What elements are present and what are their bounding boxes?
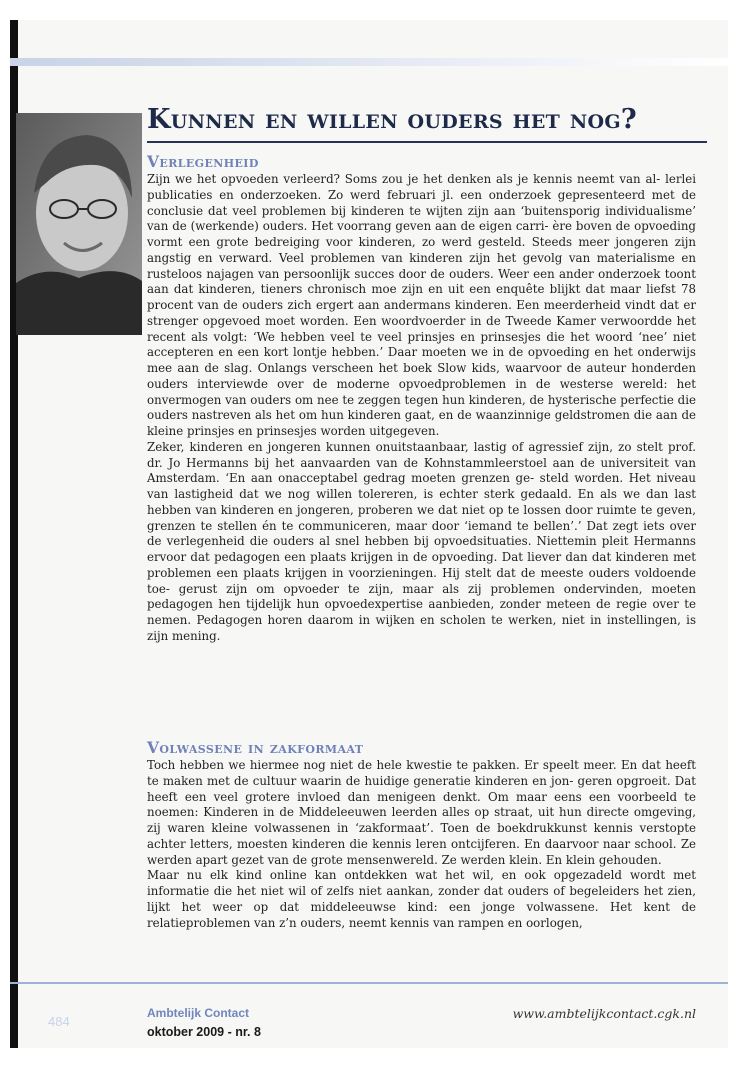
- paragraph: Zeker, kinderen en jongeren kunnen onuitstaanbaar, lastig of agressief zijn, zo stelt prof. dr. Jo Hermanns bij het aanvaarden van de Kohnstammleerstoel aan de universiteit van Amsterdam. ‘En aan onacceptabel gedrag moeten grenzen ge- steld worden. Het niveau van lastigheid dat we nog willen tolereren, is echter sterk gedaald. En als we dan last hebben van kinderen en jongeren, proberen we dat niet op te lossen door ruimte te geven, grenzen te stellen én te communiceren, maar door ‘iemand te bellen’.’ Dat zegt iets over de verlegenheid die ouders al snel hebben bij opvoedsituaties. Niettemin pleit Hermanns ervoor dat pedagogen een plaats krijgen in de opvoeding. Dat liever dan dat kinderen met problemen een plaats krijgen in voorzieningen. Hij stelt dat de meeste ouders voldoende toe- gerust zijn om opvoeder te zijn, maar als zij problemen ondervinden, moeten pedagogen hen tijdelijk hun opvoedexpertise aanbieden, zonder meteen de regie over te nemen. Pedagogen horen daarom in wijken en scholen te werken, niet in instellingen, is zijn mening.: [147, 439, 696, 643]
- section-heading: Verlegenheid: [147, 152, 259, 171]
- issue-date: oktober 2009 - nr. 8: [147, 1025, 261, 1039]
- title-underline: [147, 141, 707, 143]
- publication-name: Ambtelijk Contact: [147, 1006, 250, 1020]
- article-title: Kunnen en willen ouders het nog?: [147, 104, 637, 135]
- website-link[interactable]: www.ambtelijkcontact.cgk.nl: [512, 1006, 696, 1021]
- author-photo: [16, 113, 142, 335]
- footer-rule: [10, 982, 728, 984]
- page-number: 484: [48, 1014, 70, 1029]
- section-body: [147, 172, 696, 645]
- paragraph: Toch hebben we hiermee nog niet de hele kwestie te pakken. Er speelt meer. En dat heeft te maken met de cultuur waarin de huidige generatie kinderen en jon- geren opgroeit. Dat heeft een veel grotere invloed dan menigeen denkt. Om maar eens een voorbeeld te noemen: Kinderen in de Middeleeuwen leerden alles op straat, uit hun directe omgeving, zij waren kleine volwassenen in ‘zakformaat’. Toen de boekdrukkunst kennis verstopte achter letters, moesten kinderen die kennis leren ontcijferen. En daarvoor naar school. Ze werden apart gezet van de grote mensenwereld. Ze werden klein. En klein gehouden.: [147, 758, 696, 867]
- magazine-page: [10, 20, 728, 1048]
- header-stripe: [10, 58, 728, 66]
- section-heading: Volwassene in zakformaat: [147, 738, 364, 757]
- paragraph: Maar nu elk kind online kan ontdekken wat het wil, en ook opgezadeld wordt met informatie die het niet wil of zelfs niet aankan, zonder dat ouders of begeleiders het zien, lijkt het weer op dat middeleeuwse kind: een jonge volwassene. Het kent de relatieproblemen van z’n ouders, neemt kennis van rampen en oorlogen,: [147, 868, 696, 930]
- paragraph: Zijn we het opvoeden verleerd? Soms zou je het denken als je kennis neemt van al- lerlei publicaties en onderzoeken. Zo werd februari jl. een onderzoek gepresenteerd met de conclusie dat veel problemen bij kinderen te wijten zijn aan ‘buitensporig individualisme’ van de (werkende) ouders. Het voorrang geven aan de eigen carri- ère boven de opvoeding vormt een grote bedreiging voor kinderen, zo werd gesteld. Steeds meer jongeren zijn angstig en verward. Veel problemen van kinderen zijn het gevolg van materialisme en rusteloos najagen van persoonlijk succes door de ouders. Weer een ander onderzoek toont aan dat kinderen, tieners chronisch moe zijn en uit een enquête blijkt dat maar liefst 78 procent van de ouders zich ergert aan andermans kinderen. Een meerderheid vindt dat er strenger opgevoed moet worden. Een woordvoerder in de Tweede Kamer verwoordde het recent als volgt: ‘We hebben veel te veel prinsjes en prinsesjes die het woord ‘nee’ niet accepteren en een kort lontje hebben.’ Daar moeten we in de opvoeding en het onderwijs mee aan de slag. Onlangs verscheen het boek Slow kids, waarvoor de auteur honderden ouders interviewde over de moderne opvoedproblemen in de westerse wereld: het onvermogen van ouders om nee te zeggen tegen hun kinderen, de hysterische perfectie die ouders nastreven als het om hun kinderen gaat, en de waanzinnige geldstromen die aan de kleine prinsjes en prinsesjes worden uitgegeven.: [147, 172, 696, 438]
- section-body: [147, 758, 696, 931]
